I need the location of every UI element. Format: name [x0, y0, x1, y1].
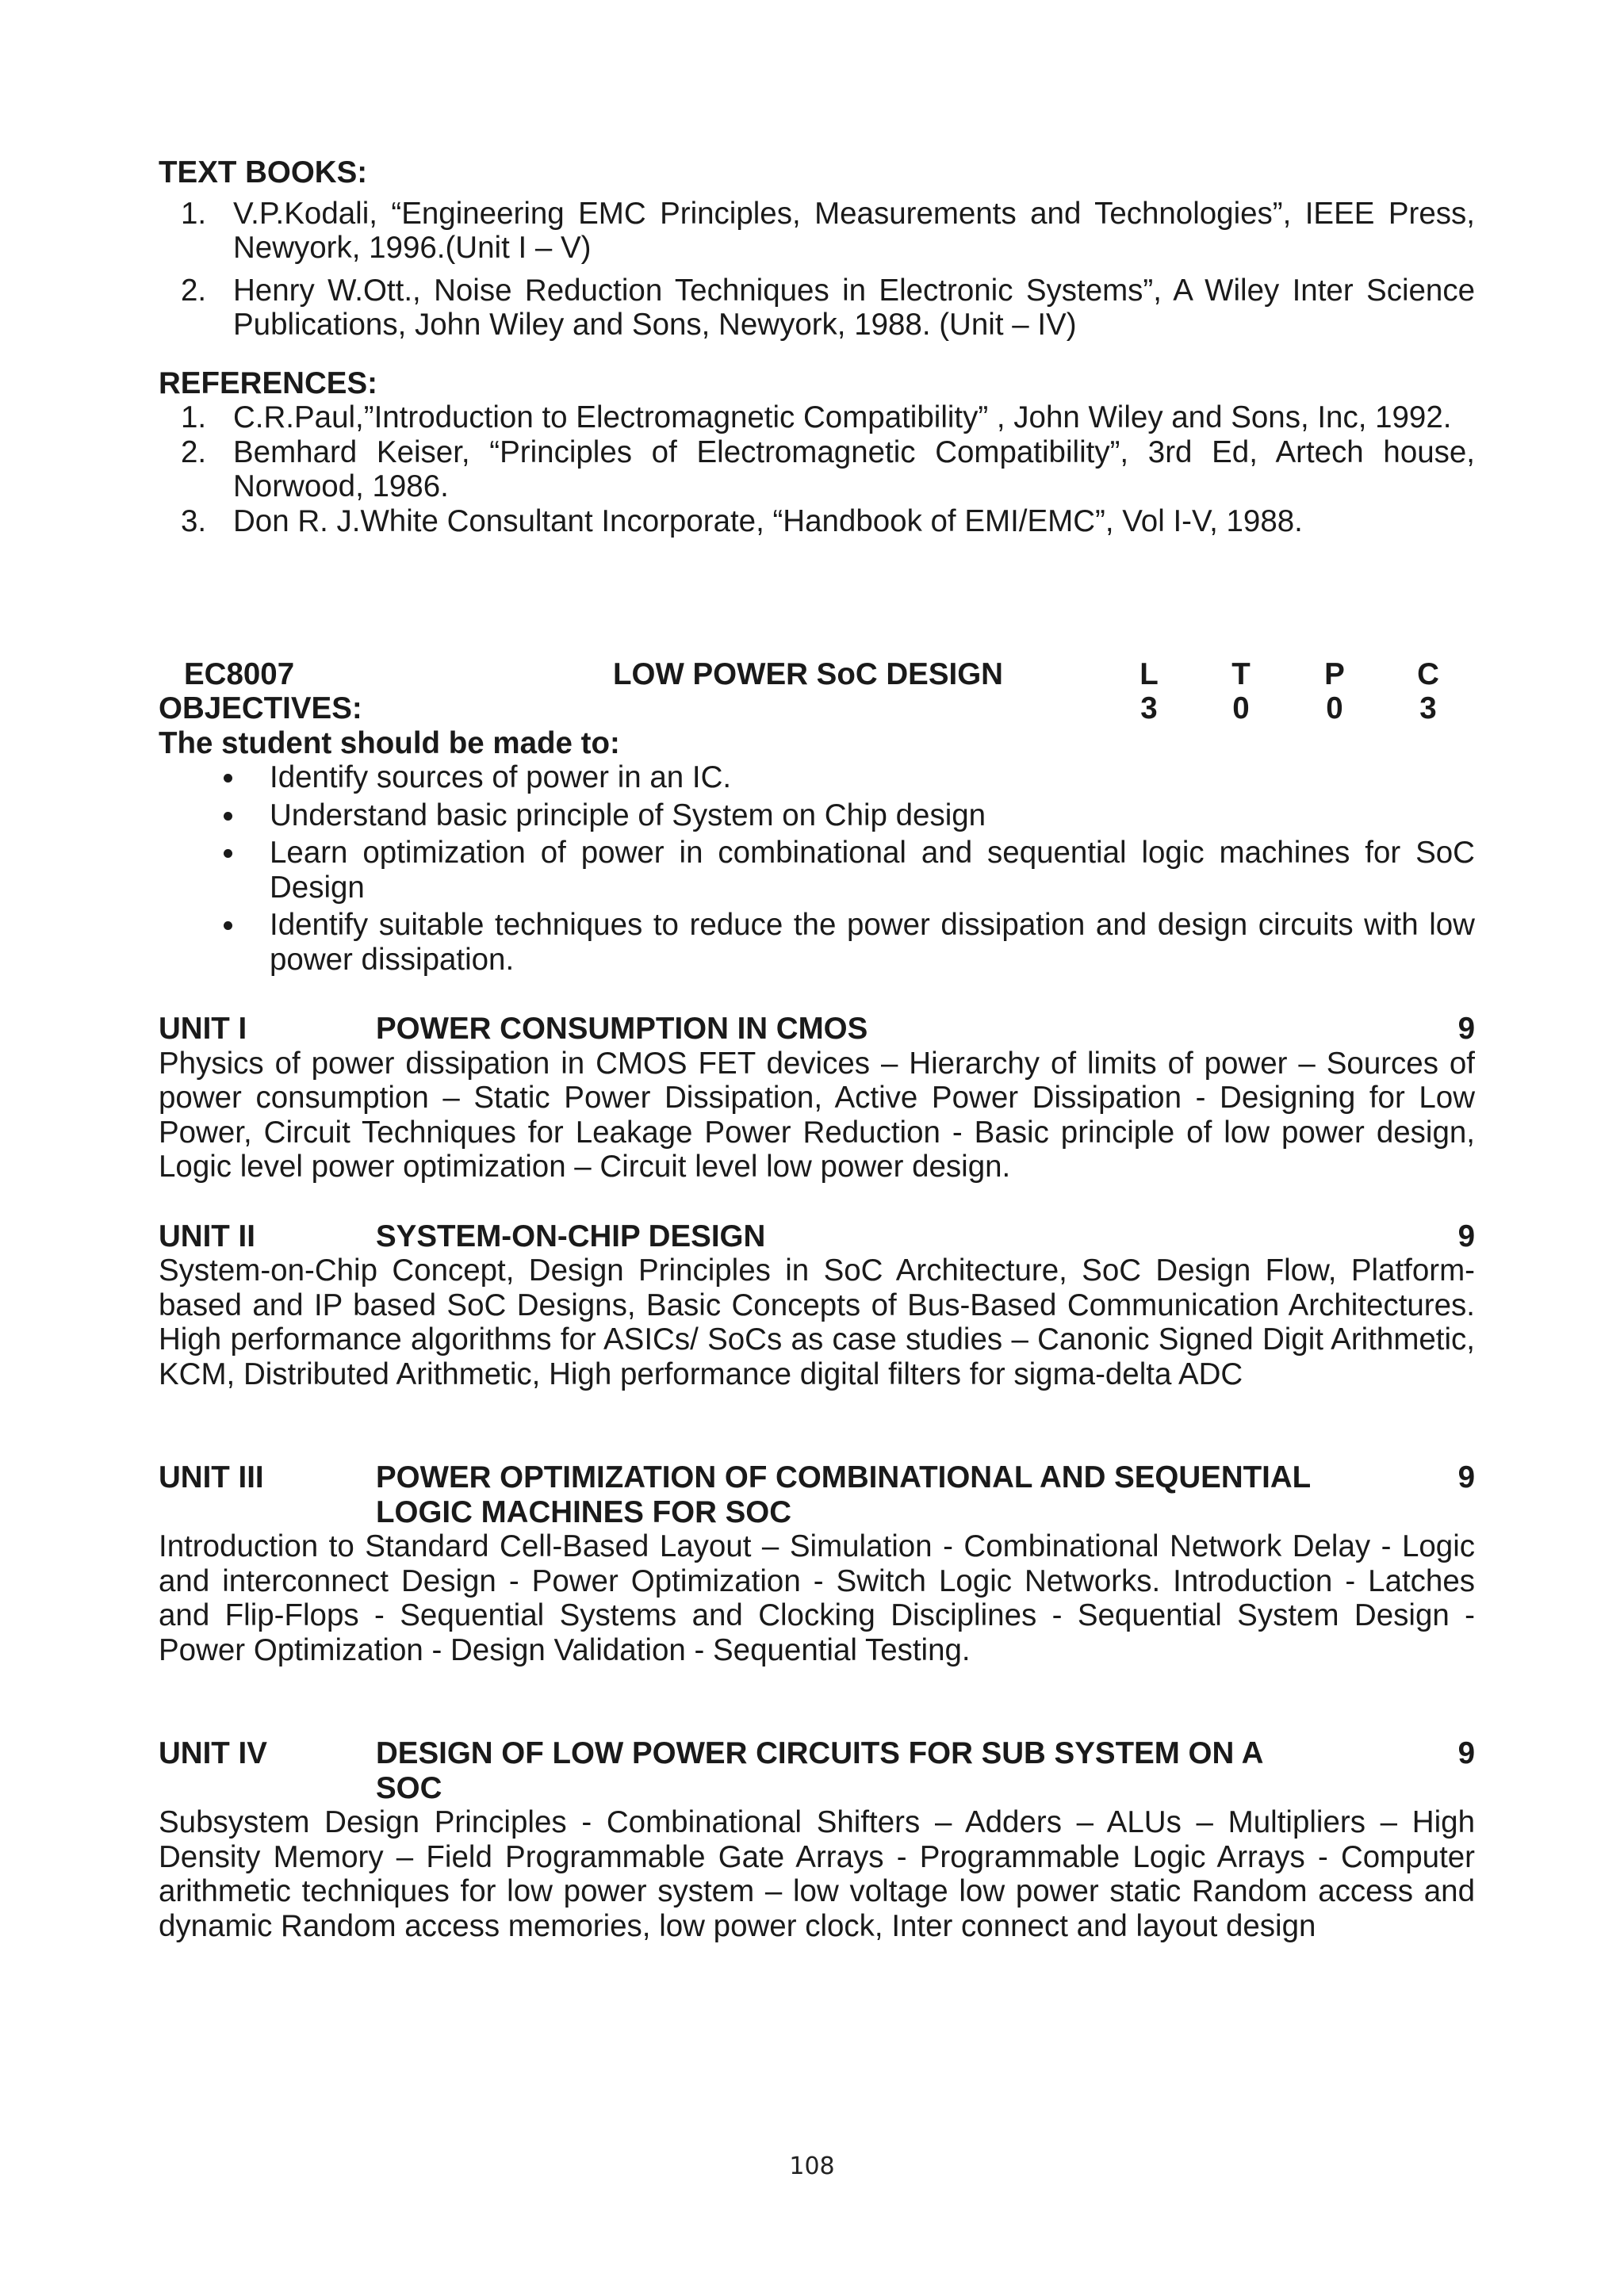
unit-body: Introduction to Standard Cell-Based Layout – Simulation - Combinational Network Delay - Logic and interconnect Design - Power Optimization - Switch Logic Networks. Introduction - Latches and Flip-Flops - Sequential Systems and Clocking Disciplines - Sequential System Design - Power Optimization - Design Validation - Sequential Testing. [159, 1529, 1475, 1667]
ltpc-value-p: 0 [1326, 691, 1343, 725]
list-item [159, 760, 1475, 795]
unit-title: POWER CONSUMPTION IN CMOS [376, 1012, 868, 1046]
list-item [159, 504, 1475, 539]
ltpc-header-c: C [1417, 657, 1439, 691]
unit-name: UNIT III [159, 1460, 264, 1494]
page-number: 108 [789, 2152, 835, 2180]
item-text: Identify sources of power in an IC. [270, 760, 732, 794]
unit-header [159, 1460, 1475, 1529]
list-item [159, 274, 1475, 342]
unit-name: UNIT IV [159, 1736, 267, 1770]
unit-hours: 9 [1457, 1736, 1475, 1770]
item-number: 1. [181, 400, 207, 434]
item-number: 1. [181, 196, 207, 231]
item-text: Learn optimization of power in combinational and sequential logic machines for SoC Design [270, 836, 1475, 905]
item-text: V.P.Kodali, “Engineering EMC Principles, Measurements and Technologies”, IEEE Press, Newyork, 1996.(Unit I – V) [233, 196, 1475, 265]
unit-body: System-on-Chip Concept, Design Principles in SoC Architecture, SoC Design Flow, Platform-based and IP based SoC Designs, Basic Concepts of Bus-Based Communication Architectures. High performance algorithms for ASICs/ SoCs as case studies – Canonic Signed Digit Arithmetic, KCM, Distributed Arithmetic, High performance digital filters for sigma-delta ADC [159, 1253, 1475, 1391]
references-heading: REFERENCES: [159, 365, 377, 400]
unit-header [159, 1219, 1475, 1254]
unit-name: UNIT II [159, 1219, 255, 1253]
list-item [159, 798, 1475, 833]
list-item [159, 197, 1475, 266]
item-text: Don R. J.White Consultant Incorporate, “Handbook of EMI/EMC”, Vol I-V, 1988. [233, 503, 1303, 538]
item-text: C.R.Paul,”Introduction to Electromagnetic Compatibility” , John Wiley and Sons, Inc, 1992. [233, 400, 1452, 434]
unit-header [159, 1012, 1475, 1047]
objectives-subheading: The student should be made to: [159, 725, 620, 760]
ltpc-header-l: L [1139, 657, 1159, 691]
unit-hours: 9 [1457, 1460, 1475, 1494]
bullet-icon [224, 774, 232, 783]
list-item [159, 836, 1475, 905]
unit-hours: 9 [1457, 1219, 1475, 1253]
unit-header [159, 1736, 1475, 1805]
item-text: Henry W.Ott., Noise Reduction Techniques in Electronic Systems”, A Wiley Inter Science Publications, John Wiley and Sons, Newyork, 1988. (Unit – IV) [233, 273, 1475, 342]
unit-body: Subsystem Design Principles - Combinational Shifters – Adders – ALUs – Multipliers – High Density Memory – Field Programmable Gate Arrays - Programmable Logic Arrays - Computer arithmetic techniques for low power system – low voltage low power static Random access and dynamic Random access memories, low power clock, Inter connect and layout design [159, 1805, 1475, 1943]
course-title: LOW POWER SoC DESIGN [613, 657, 1003, 691]
objectives-list [159, 760, 1475, 977]
item-number: 2. [181, 434, 207, 469]
document-page [159, 155, 1475, 1943]
objectives-heading: OBJECTIVES: [159, 691, 362, 725]
item-number: 2. [181, 273, 207, 308]
list-item [159, 435, 1475, 504]
item-text: Bemhard Keiser, “Principles of Electromagnetic Compatibility”, 3rd Ed, Artech house, Norwood, 1986. [233, 434, 1475, 503]
ltpc-value-c: 3 [1419, 691, 1437, 725]
text-books-heading: TEXT BOOKS: [159, 155, 368, 189]
ltpc-value-t: 0 [1232, 691, 1250, 725]
unit-title: POWER OPTIMIZATION OF COMBINATIONAL AND SEQUENTIAL LOGIC MACHINES FOR SOC [376, 1460, 1311, 1529]
item-number: 3. [181, 503, 207, 538]
text-books-list [159, 197, 1475, 342]
ltpc-header-t: T [1231, 657, 1251, 691]
unit-hours: 9 [1457, 1012, 1475, 1046]
bullet-icon [224, 812, 232, 821]
ltpc-value-l: 3 [1140, 691, 1158, 725]
item-text: Understand basic principle of System on Chip design [270, 798, 986, 832]
course-header [159, 657, 1475, 726]
list-item [159, 400, 1475, 435]
course-code: EC8007 [184, 657, 295, 691]
list-item [159, 908, 1475, 977]
bullet-icon [224, 921, 232, 930]
unit-body: Physics of power dissipation in CMOS FET devices – Hierarchy of limits of power – Sources of power consumption – Static Power Dissipation, Active Power Dissipation - Designing for Low Power, Circuit Techniques for Leakage Power Reduction - Basic principle of low power design, Logic level power optimization – Circuit level low power design. [159, 1046, 1475, 1184]
bullet-icon [224, 849, 232, 858]
unit-title: DESIGN OF LOW POWER CIRCUITS FOR SUB SYSTEM ON A SOC [376, 1736, 1262, 1805]
references-list [159, 400, 1475, 538]
unit-title: SYSTEM-ON-CHIP DESIGN [376, 1219, 766, 1253]
ltpc-header-p: P [1324, 657, 1345, 691]
item-text: Identify suitable techniques to reduce the power dissipation and design circuits with low power dissipation. [270, 908, 1475, 977]
unit-name: UNIT I [159, 1012, 247, 1046]
